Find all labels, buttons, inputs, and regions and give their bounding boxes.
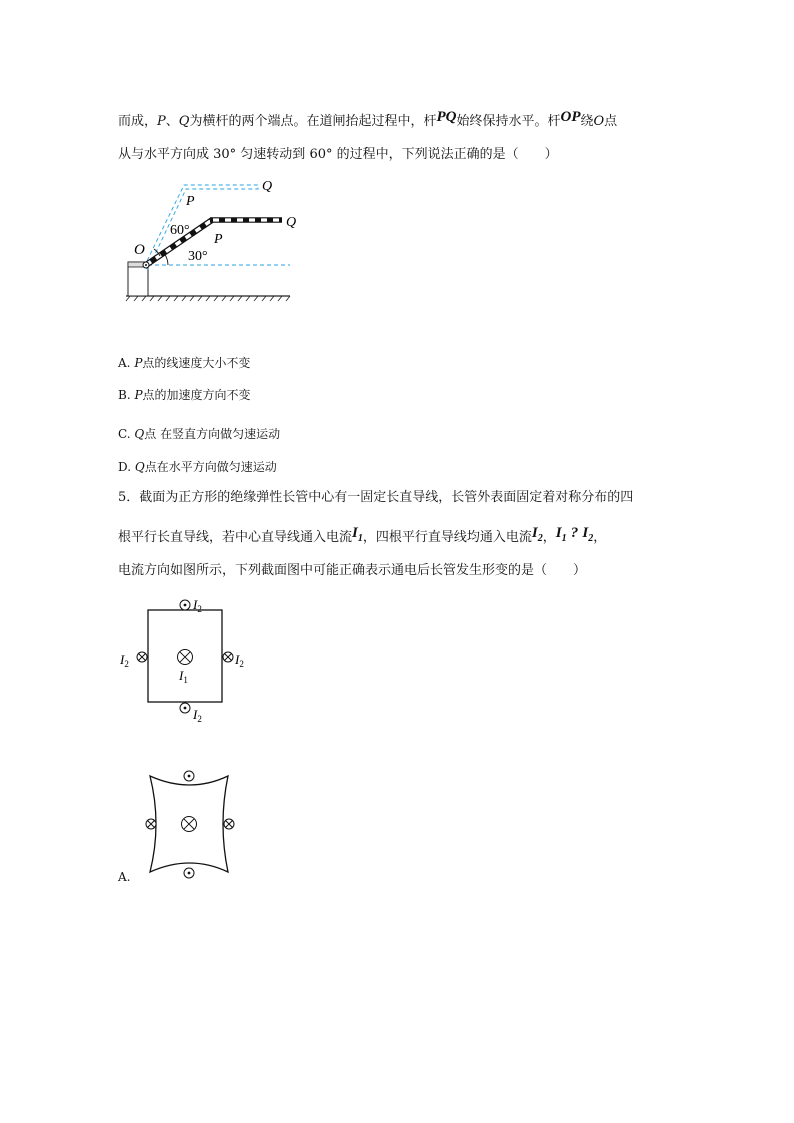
current-i2-compare: $I_2$: [582, 525, 594, 544]
q5-line1: 5．截面为正方形的绝缘弹性长管中心有一固定长直导线，长管外表面固定着对称分布的四: [118, 490, 634, 505]
option-a-deformed-figure: [140, 764, 240, 884]
wire-center-in-icon: [182, 817, 197, 832]
rod-pq-label: PQ: [436, 109, 457, 125]
label-p-upper: P: [186, 194, 195, 209]
rod-op-label: OP: [560, 109, 581, 125]
label-p-lower: P: [214, 232, 223, 247]
option-b: B. P点的加速度方向不变: [118, 388, 251, 402]
label-i2-top: $I_2$: [193, 597, 202, 614]
ground-hatching: [126, 296, 290, 301]
square-tube-figure: [116, 594, 256, 726]
current-i1: $I_1$: [352, 525, 363, 544]
wire-left-in-icon: [137, 652, 147, 662]
q5-line3: 电流方向如图所示，下列截面图中可能正确表示通电后长管发生形变的是（ ）: [118, 563, 587, 578]
var-p: P: [157, 114, 166, 129]
q4-text: 点: [604, 114, 618, 129]
option-d: D. Q点在水平方向做匀速运动: [118, 460, 277, 474]
current-i2: $I_2$: [531, 525, 543, 544]
label-q-lower: Q: [286, 215, 297, 230]
q4-text: 始终保持水平。杆: [456, 114, 561, 129]
q4-line2: 从与水平方向成 30° 匀速转动到 60° 的过程中，下列说法正确的是（ ）: [118, 147, 558, 162]
compare-symbol: ?: [570, 525, 579, 541]
wire-bottom-out-icon: [180, 703, 190, 713]
var-q: Q: [178, 114, 190, 129]
wire-left-in-icon: [146, 819, 156, 829]
wire-right-in-icon: [223, 652, 233, 662]
q4-line1: [118, 109, 618, 131]
label-i2-left: $I_2$: [120, 652, 129, 669]
var-o: O: [593, 114, 605, 129]
label-i1-center: $I_1$: [179, 668, 188, 685]
option-c: C. Q点 在竖直方向做匀速运动: [118, 427, 281, 441]
label-q-upper: Q: [262, 179, 273, 194]
label-i2-bottom: $I_2$: [193, 707, 202, 724]
q4-text: 、: [165, 114, 179, 129]
option-a: A. P点的线速度大小不变: [118, 356, 251, 370]
wire-right-in-icon: [224, 819, 234, 829]
q4-text: 而成，: [118, 114, 158, 129]
barrier-gate-figure: [120, 170, 300, 302]
label-60deg: 60°: [170, 223, 190, 238]
wire-bottom-out-icon: [184, 868, 194, 878]
q4-text: 绕: [580, 114, 594, 129]
label-30deg: 30°: [188, 249, 208, 264]
current-i1-compare: $I_1$: [555, 525, 567, 544]
label-o: O: [134, 242, 145, 258]
wire-center-in-icon: [178, 650, 193, 665]
wire-top-out-icon: [180, 600, 190, 610]
q5-line2: 根平行长直导线，若中心直导线通入电流$I_1$，四根平行直导线均通入电流$I_2$，$I_1$ ? $I_2$，: [118, 525, 607, 545]
q4-text: 为横杆的两个端点。在道闸抬起过程中，杆: [189, 114, 437, 129]
label-i2-right: $I_2$: [235, 652, 244, 669]
option-a-label: A.: [118, 870, 131, 884]
wire-top-out-icon: [184, 771, 194, 781]
